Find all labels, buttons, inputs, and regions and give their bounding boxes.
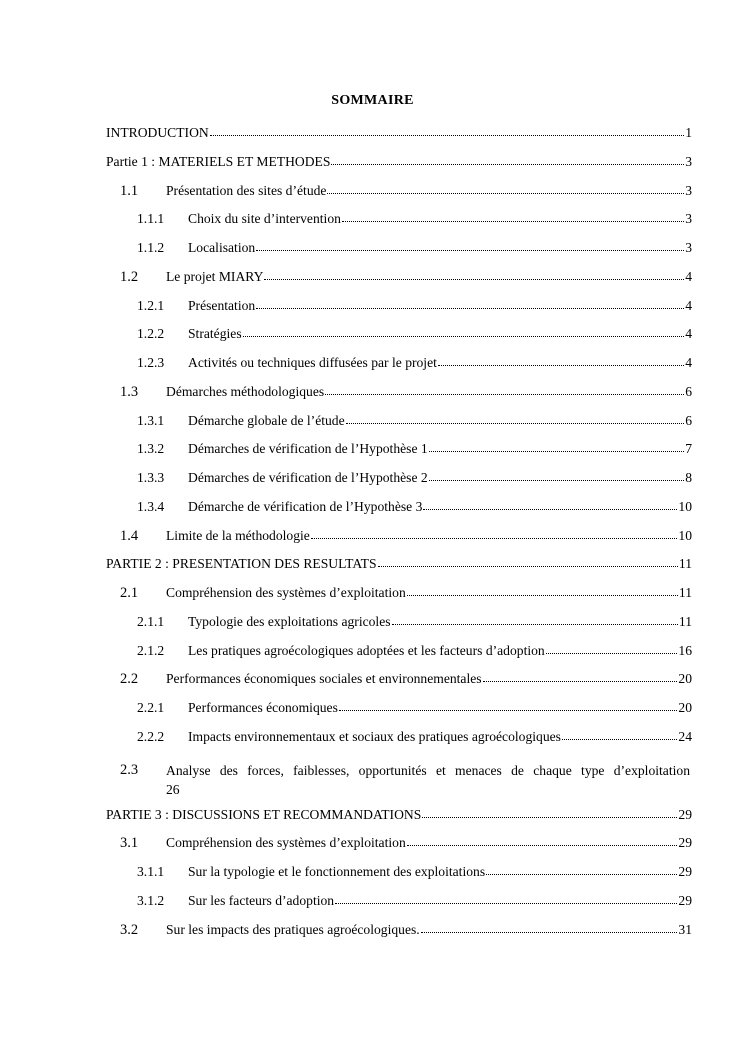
toc-entry-3-2[interactable] [106,921,692,950]
toc-page: 3 [685,182,692,198]
document-title: SOMMAIRE [331,93,414,108]
toc-entry-introduction[interactable] [106,124,692,153]
toc-label: Performances économiques [188,700,338,715]
toc-page: 4 [685,268,692,284]
toc-page: 29 [678,892,692,908]
toc-page: 4 [685,297,692,313]
toc-label: Compréhension des systèmes d’exploitation [166,835,406,851]
toc-page: 3 [685,153,692,169]
toc-page: 29 [678,806,692,822]
dot-leader [339,709,678,711]
toc-number: 2.3 [120,761,139,778]
toc-entry-1-2-3[interactable] [106,354,692,383]
toc-entry-1-3-1[interactable] [106,412,692,441]
toc-number: 2.1 [120,585,139,601]
toc-label: Démarche de vérification de l’Hypothèse 3 [188,498,423,514]
toc-page: 29 [678,835,692,851]
toc-number: 3.1.2 [137,892,165,908]
toc-label: Présentation [188,297,256,313]
toc-label: Compréhension des systèmes d’exploitation [166,585,406,600]
toc-entry-1-2-2[interactable] [106,325,692,354]
dot-leader [407,594,678,596]
toc-number: 1.1 [120,182,139,199]
toc-entry-2-2-1[interactable] [106,699,692,728]
dot-leader [325,393,684,395]
dot-leader [429,450,685,452]
toc-page: 24 [678,728,692,744]
toc-number: 2.2 [120,671,139,688]
toc-entry-2-1[interactable] [106,584,692,613]
toc-label: Présentation des sites d’étude [166,182,327,198]
toc-number: 1.3 [120,383,139,400]
dot-leader [562,738,677,740]
dot-leader [327,192,684,194]
dot-leader [378,565,678,567]
dot-leader [421,931,678,933]
toc-number: 1.3.1 [137,412,165,428]
dot-leader [335,902,677,904]
dot-leader [392,623,678,625]
dot-leader [256,307,684,309]
dot-leader [546,652,678,654]
toc-entry-1-1-2[interactable] [106,239,692,268]
dot-leader [342,220,684,222]
toc-number: 1.2.2 [137,326,165,342]
toc-entry-1-3-4[interactable] [106,498,692,527]
dot-leader [346,422,685,424]
toc-label: Activités ou techniques diffusées par le projet [188,355,437,370]
toc-label: Partie 1 : MATERIELS ET METHODES [106,153,331,169]
toc-label: Localisation [188,240,256,255]
toc-entry-2-1-1[interactable] [106,613,692,642]
toc-label: Analyse des forces, faiblesses, opportunités et menaces de chaque type d’exploitation [166,762,690,778]
toc-page: 11 [678,556,692,572]
dot-leader [311,537,678,539]
toc-label: Limite de la méthodologie [166,527,310,543]
toc-label: Démarche globale de l’étude [188,412,345,428]
toc-page: 20 [678,700,692,715]
toc-entry-2-3[interactable] [106,757,692,806]
toc-page: 8 [685,470,692,485]
toc-entry-2-1-2[interactable] [106,642,692,671]
dot-leader [210,134,685,136]
dot-leader [423,508,677,510]
toc-label: Impacts environnementaux et sociaux des pratiques agroécologiques [188,728,561,744]
toc-page: 16 [678,642,692,658]
toc-label: Performances économiques sociales et environnementales [166,671,482,687]
toc-entry-1-4[interactable] [106,527,692,556]
toc-label: Typologie des exploitations agricoles [188,613,391,629]
dot-leader [243,335,685,337]
toc-number: 1.3.2 [137,441,165,457]
toc-entry-3-1-1[interactable] [106,863,692,892]
toc-page: 3 [685,211,692,227]
toc-page: 29 [678,864,692,879]
toc-label: Démarches de vérification de l’Hypothèse 1 [188,441,428,457]
toc-entry-partie-2[interactable] [106,555,692,584]
toc-entry-1-3[interactable] [106,383,692,412]
toc-label: PARTIE 2 : PRESENTATION DES RESULTATS [106,556,377,572]
toc-entry-3-1-2[interactable] [106,892,692,921]
toc-page: 26 [166,781,180,797]
dot-leader [331,163,684,165]
toc-number: 1.2.3 [137,355,165,370]
toc-entry-2-2[interactable] [106,670,692,699]
toc-page: 10 [678,527,692,543]
toc-number: 1.4 [120,527,139,544]
toc-label: Choix du site d’intervention [188,211,341,227]
toc-number: 2.1.2 [137,642,165,658]
toc-page: 11 [678,613,692,629]
toc-number: 3.1 [120,835,139,852]
toc-label: Le projet MIARY [166,268,264,284]
toc-entry-1-1-1[interactable] [106,210,692,239]
dot-leader [486,873,677,875]
toc-page: 7 [685,441,692,457]
dot-leader [438,364,684,366]
table-of-contents [106,124,692,949]
toc-page: 11 [678,585,692,600]
toc-label: Démarches de vérification de l’Hypothèse 2 [188,470,428,485]
toc-entry-2-2-2[interactable] [106,728,692,757]
toc-entry-partie-1[interactable] [106,153,692,182]
toc-number: 1.2.1 [137,297,165,313]
toc-number: 1.1.1 [137,211,165,227]
toc-page: 1 [685,125,692,140]
toc-page: 6 [685,412,692,428]
dot-leader [429,479,685,481]
dot-leader [483,680,678,682]
toc-page: 4 [685,326,692,342]
toc-page: 10 [678,498,692,514]
toc-number: 2.2.1 [137,700,165,715]
toc-label: INTRODUCTION [106,125,209,140]
toc-entry-1-2-1[interactable] [106,297,692,326]
toc-page: 31 [678,921,692,937]
toc-number: 2.1.1 [137,613,165,629]
toc-label: Sur la typologie et le fonctionnement des exploitations [188,864,486,879]
toc-label: Sur les facteurs d’adoption [188,892,335,908]
dot-leader [422,816,677,818]
toc-label: Les pratiques agroécologiques adoptées et les facteurs d’adoption [188,642,545,658]
toc-number: 3.2 [120,921,139,938]
toc-number: 1.1.2 [137,240,165,255]
dot-leader [407,844,678,846]
toc-entry-1-3-3[interactable] [106,469,692,498]
toc-number: 2.2.2 [137,728,165,744]
dot-leader [264,278,684,280]
toc-label: PARTIE 3 : DISCUSSIONS ET RECOMMANDATIONS [106,806,422,822]
toc-entry-1-1[interactable] [106,182,692,211]
dot-leader [256,249,684,251]
toc-number: 3.1.1 [137,864,165,879]
toc-entry-partie-3[interactable] [106,806,692,835]
toc-page: 20 [678,671,692,687]
toc-number: 1.3.4 [137,498,165,514]
toc-label: Stratégies [188,326,242,342]
toc-label: Sur les impacts des pratiques agroécologiques. [166,921,420,937]
toc-number: 1.3.3 [137,470,165,485]
toc-page: 4 [685,355,692,370]
toc-page: 3 [685,240,692,255]
toc-entry-3-1[interactable] [106,834,692,863]
toc-entry-1-2[interactable] [106,268,692,297]
toc-entry-1-3-2[interactable] [106,440,692,469]
toc-label: Démarches méthodologiques [166,383,325,399]
toc-number: 1.2 [120,268,139,285]
toc-page: 6 [685,383,692,399]
